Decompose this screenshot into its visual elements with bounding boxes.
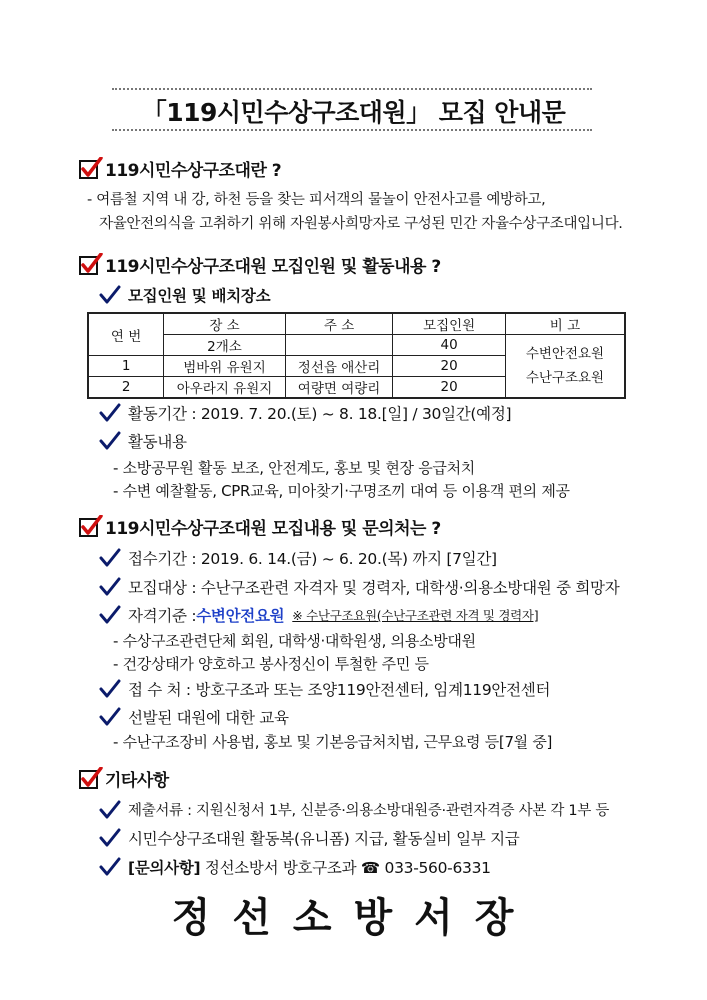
table-row: 2 아우라지 유원지 여량면 여량리 20 (88, 377, 625, 399)
activity-heading: 활동내용 (99, 430, 187, 452)
section4-title: 기타사항 (105, 771, 169, 791)
qualification: 자격기준 : 수변안전요원 ※ 수난구조요원(수난구조관련 자격 및 경력자] (99, 604, 538, 626)
check-icon (99, 605, 121, 625)
qual-item-2: - 건강상태가 양호하고 봉사정신이 투철한 주민 등 (113, 655, 429, 673)
table-row: 1 범바위 유원지 정선읍 애산리 20 (88, 356, 625, 377)
check-icon (99, 707, 121, 727)
uniform-info: 시민수상구조대원 활동복(유니폼) 지급, 활동실비 일부 지급 (99, 827, 519, 849)
contact-info: [문의사항] 정선소방서 방호구조과 ☎ 033-560-6331 (99, 856, 491, 878)
section3-title: 119시민수상구조대원 모집내용 및 문의처는 ? (105, 519, 441, 539)
check-icon (99, 800, 121, 820)
section1-heading (79, 156, 281, 181)
header-count: 모집인원 (393, 313, 506, 335)
qualification-note: ※ 수난구조요원(수난구조관련 자격 및 경력자] (292, 608, 539, 623)
check-icon (99, 403, 121, 423)
section4-heading (79, 766, 169, 791)
section2-heading (79, 252, 441, 277)
checkbox-icon (79, 255, 99, 275)
total-address (285, 335, 393, 356)
education-heading: 선발된 대원에 대한 교육 (99, 706, 289, 728)
section1-title: 119시민수상구조대란 ? (105, 161, 282, 181)
checkbox-icon (79, 159, 99, 179)
recruit-target: 모집대상 : 수난구조관련 자격자 및 경력자, 대학생·의용소방대원 중 희망자 (99, 576, 619, 598)
check-icon (99, 431, 121, 451)
check-icon (99, 577, 121, 597)
activity-period: 활동기간 : 2019. 7. 20.(토) ~ 8. 18.[일] / 30일간(예정] (99, 402, 511, 424)
header-address: 주 소 (285, 313, 393, 335)
top-dotted-divider (112, 88, 592, 90)
check-icon (99, 828, 121, 848)
section1-line2: 자율안전의식을 고취하기 위해 자원봉사희망자로 구성된 민간 자율수상구조대입니다. (99, 216, 623, 232)
education-item: - 수난구조장비 사용법, 홍보 및 기본응급처치법, 근무요령 등[7월 중] (113, 733, 553, 751)
receipt-office: 접 수 처 : 방호구조과 또는 조양119안전센터, 임계119안전센터 (99, 678, 550, 700)
bottom-dotted-divider (112, 129, 592, 131)
checkbox-icon (79, 517, 99, 537)
recruit-sub-heading: 모집인원 및 배치장소 (99, 284, 270, 306)
total-place: 2개소 (164, 335, 286, 356)
header-place: 장 소 (164, 313, 286, 335)
check-icon (99, 285, 121, 305)
section2-title: 119시민수상구조대원 모집인원 및 활동내용 ? (105, 257, 441, 277)
header-remark: 비 고 (505, 313, 625, 335)
checkbox-icon (79, 769, 99, 789)
issuer-signature: 정선소방서장 (171, 895, 536, 941)
submit-docs: 제출서류 : 지원신청서 1부, 신분증·의용소방대원증·관련자격증 사본 각 1부 등 (99, 799, 609, 820)
page-title: 「119시민수상구조대원」 모집 안내문 (141, 98, 566, 127)
check-icon (99, 857, 121, 877)
receipt-period: 접수기간 : 2019. 6. 14.(금) ~ 6. 20.(목) 까지 [7일간] (99, 547, 497, 569)
qualification-highlight: 수변안전요원 (196, 607, 285, 625)
header-no: 연 번 (88, 313, 164, 356)
total-count: 40 (393, 335, 506, 356)
recruit-table (87, 312, 626, 399)
check-icon (99, 548, 121, 568)
remark-cell: 수변안전요원 수난구조요원 (505, 335, 625, 399)
check-icon (99, 679, 121, 699)
activity-item-2: - 수변 예찰활동, CPR교육, 미아찾기·구명조끼 대여 등 이용객 편의 제공 (113, 482, 570, 500)
section1-line1: - 여름철 지역 내 강, 하천 등을 찾는 피서객의 물놀이 안전사고를 예방하고, (87, 192, 546, 208)
section3-heading (79, 514, 441, 539)
activity-item-1: - 소방공무원 활동 보조, 안전계도, 홍보 및 현장 응급처치 (113, 459, 475, 477)
qual-item-1: - 수상구조관련단체 회원, 대학생·대학원생, 의용소방대원 (113, 632, 476, 650)
